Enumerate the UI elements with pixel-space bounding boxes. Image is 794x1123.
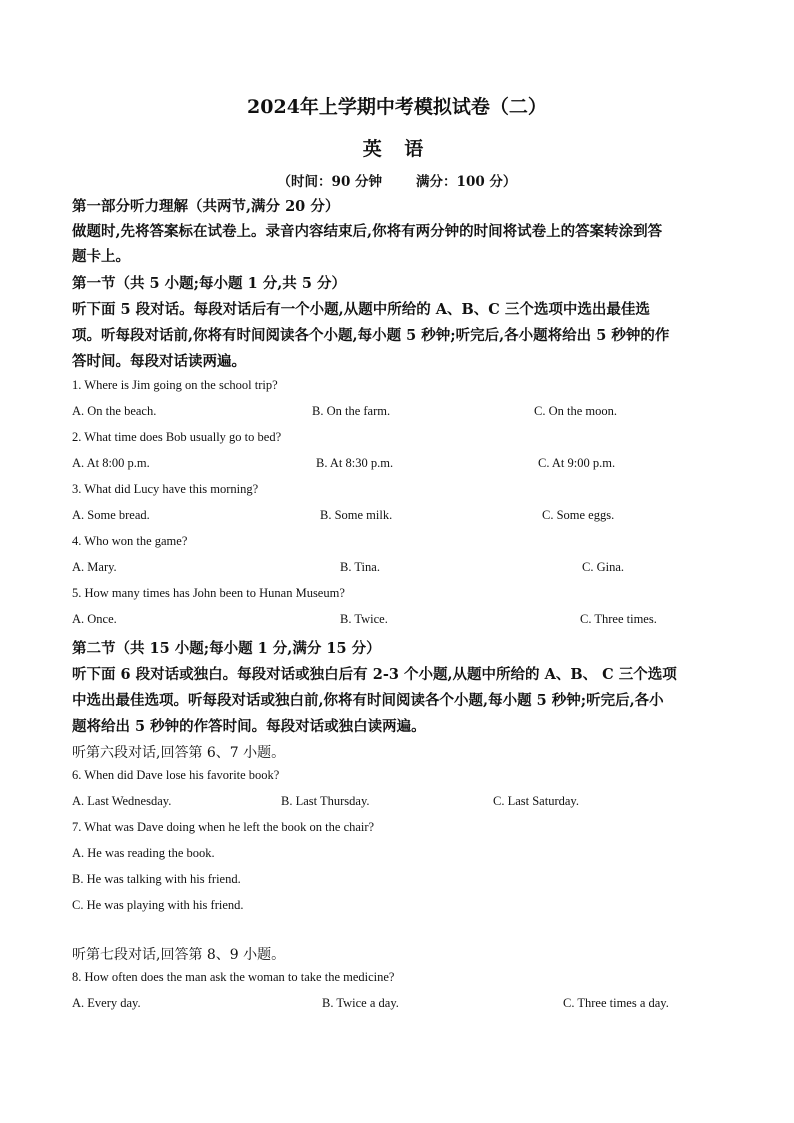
exam-title: 2024年上学期中考模拟试卷（二） <box>247 96 547 118</box>
part1-heading: 第一部分听力理解（共两节,满分 20 分） <box>72 198 340 215</box>
q4-option-b: B. Tina. <box>340 560 380 574</box>
part1-note-line2: 题卡上。 <box>72 248 130 265</box>
time-limit: （时间：90 分钟 <box>277 174 383 190</box>
question-1: 1. Where is Jim going on the school trip? <box>72 378 278 392</box>
section1-heading: 第一节（共 5 小题;每小题 1 分,共 5 分） <box>72 275 346 292</box>
q3-option-c: C. Some eggs. <box>542 508 615 522</box>
section2-instruction-line1: 听下面 6 段对话或独白。每段对话或独白后有 2-3 个小题,从题中所给的 A、B、 C 三个选项 <box>72 666 677 683</box>
q1-option-a: A. On the beach. <box>72 404 157 418</box>
question-6: 6. When did Dave lose his favorite book? <box>72 768 280 782</box>
part1-note-line1: 做题时,先将答案标在试卷上。录音内容结束后,你将有两分钟的时间将试卷上的答案转涂到答 <box>72 223 663 240</box>
question-4: 4. Who won the game? <box>72 534 188 548</box>
section2-instruction-line3: 题将给出 5 秒钟的作答时间。每段对话或独白读两遍。 <box>72 718 426 735</box>
dialog6-intro: 听第六段对话,回答第 6、7 小题。 <box>72 745 286 761</box>
q3-option-a: A. Some bread. <box>72 508 150 522</box>
q6-option-a: A. Last Wednesday. <box>72 794 172 808</box>
q8-option-b: B. Twice a day. <box>322 996 399 1010</box>
section2-heading: 第二节（共 15 小题;每小题 1 分,满分 15 分） <box>72 640 381 657</box>
q2-option-c: C. At 9:00 p.m. <box>538 456 616 470</box>
q5-option-a: A. Once. <box>72 612 117 626</box>
q7-option-a: A. He was reading the book. <box>72 846 215 860</box>
exam-meta <box>0 170 794 190</box>
q8-option-a: A. Every day. <box>72 996 141 1010</box>
section1-instruction-line2: 项。听每段对话前,你将有时间阅读各个小题,每小题 5 秒钟;听完后,各小题将给出 5 秒钟的作 <box>72 327 670 344</box>
q2-option-a: A. At 8:00 p.m. <box>72 456 150 470</box>
q6-option-b: B. Last Thursday. <box>281 794 370 808</box>
question-8: 8. How often does the man ask the woman to take the medicine? <box>72 970 395 984</box>
section2-instruction-line2: 中选出最佳选项。听每段对话或独白前,你将有时间阅读各个小题,每小题 5 秒钟;听完后,各小 <box>72 692 664 709</box>
question-5: 5. How many times has John been to Hunan Museum? <box>72 586 345 600</box>
section1-instruction-line1: 听下面 5 段对话。每段对话后有一个小题,从题中所给的 A、B、C 三个选项中选出最佳选 <box>72 301 650 318</box>
q6-option-c: C. Last Saturday. <box>493 794 579 808</box>
dialog7-intro: 听第七段对话,回答第 8、9 小题。 <box>72 947 286 963</box>
q1-option-b: B. On the farm. <box>312 404 391 418</box>
question-3: 3. What did Lucy have this morning? <box>72 482 259 496</box>
question-2: 2. What time does Bob usually go to bed? <box>72 430 282 444</box>
section1-instruction-line3: 答时间。每段对话读两遍。 <box>72 353 246 370</box>
q7-option-b: B. He was talking with his friend. <box>72 872 241 886</box>
q5-option-c: C. Three times. <box>580 612 657 626</box>
q2-option-b: B. At 8:30 p.m. <box>316 456 394 470</box>
question-7: 7. What was Dave doing when he left the book on the chair? <box>72 820 375 834</box>
q5-option-b: B. Twice. <box>340 612 388 626</box>
q3-option-b: B. Some milk. <box>320 508 393 522</box>
q4-option-c: C. Gina. <box>582 560 625 574</box>
subject-title: 英 语 <box>362 138 432 160</box>
q8-option-c: C. Three times a day. <box>563 996 669 1010</box>
full-score: 满分：100 分） <box>416 174 517 190</box>
q7-option-c: C. He was playing with his friend. <box>72 898 244 912</box>
q1-option-c: C. On the moon. <box>534 404 617 418</box>
q4-option-a: A. Mary. <box>72 560 117 574</box>
